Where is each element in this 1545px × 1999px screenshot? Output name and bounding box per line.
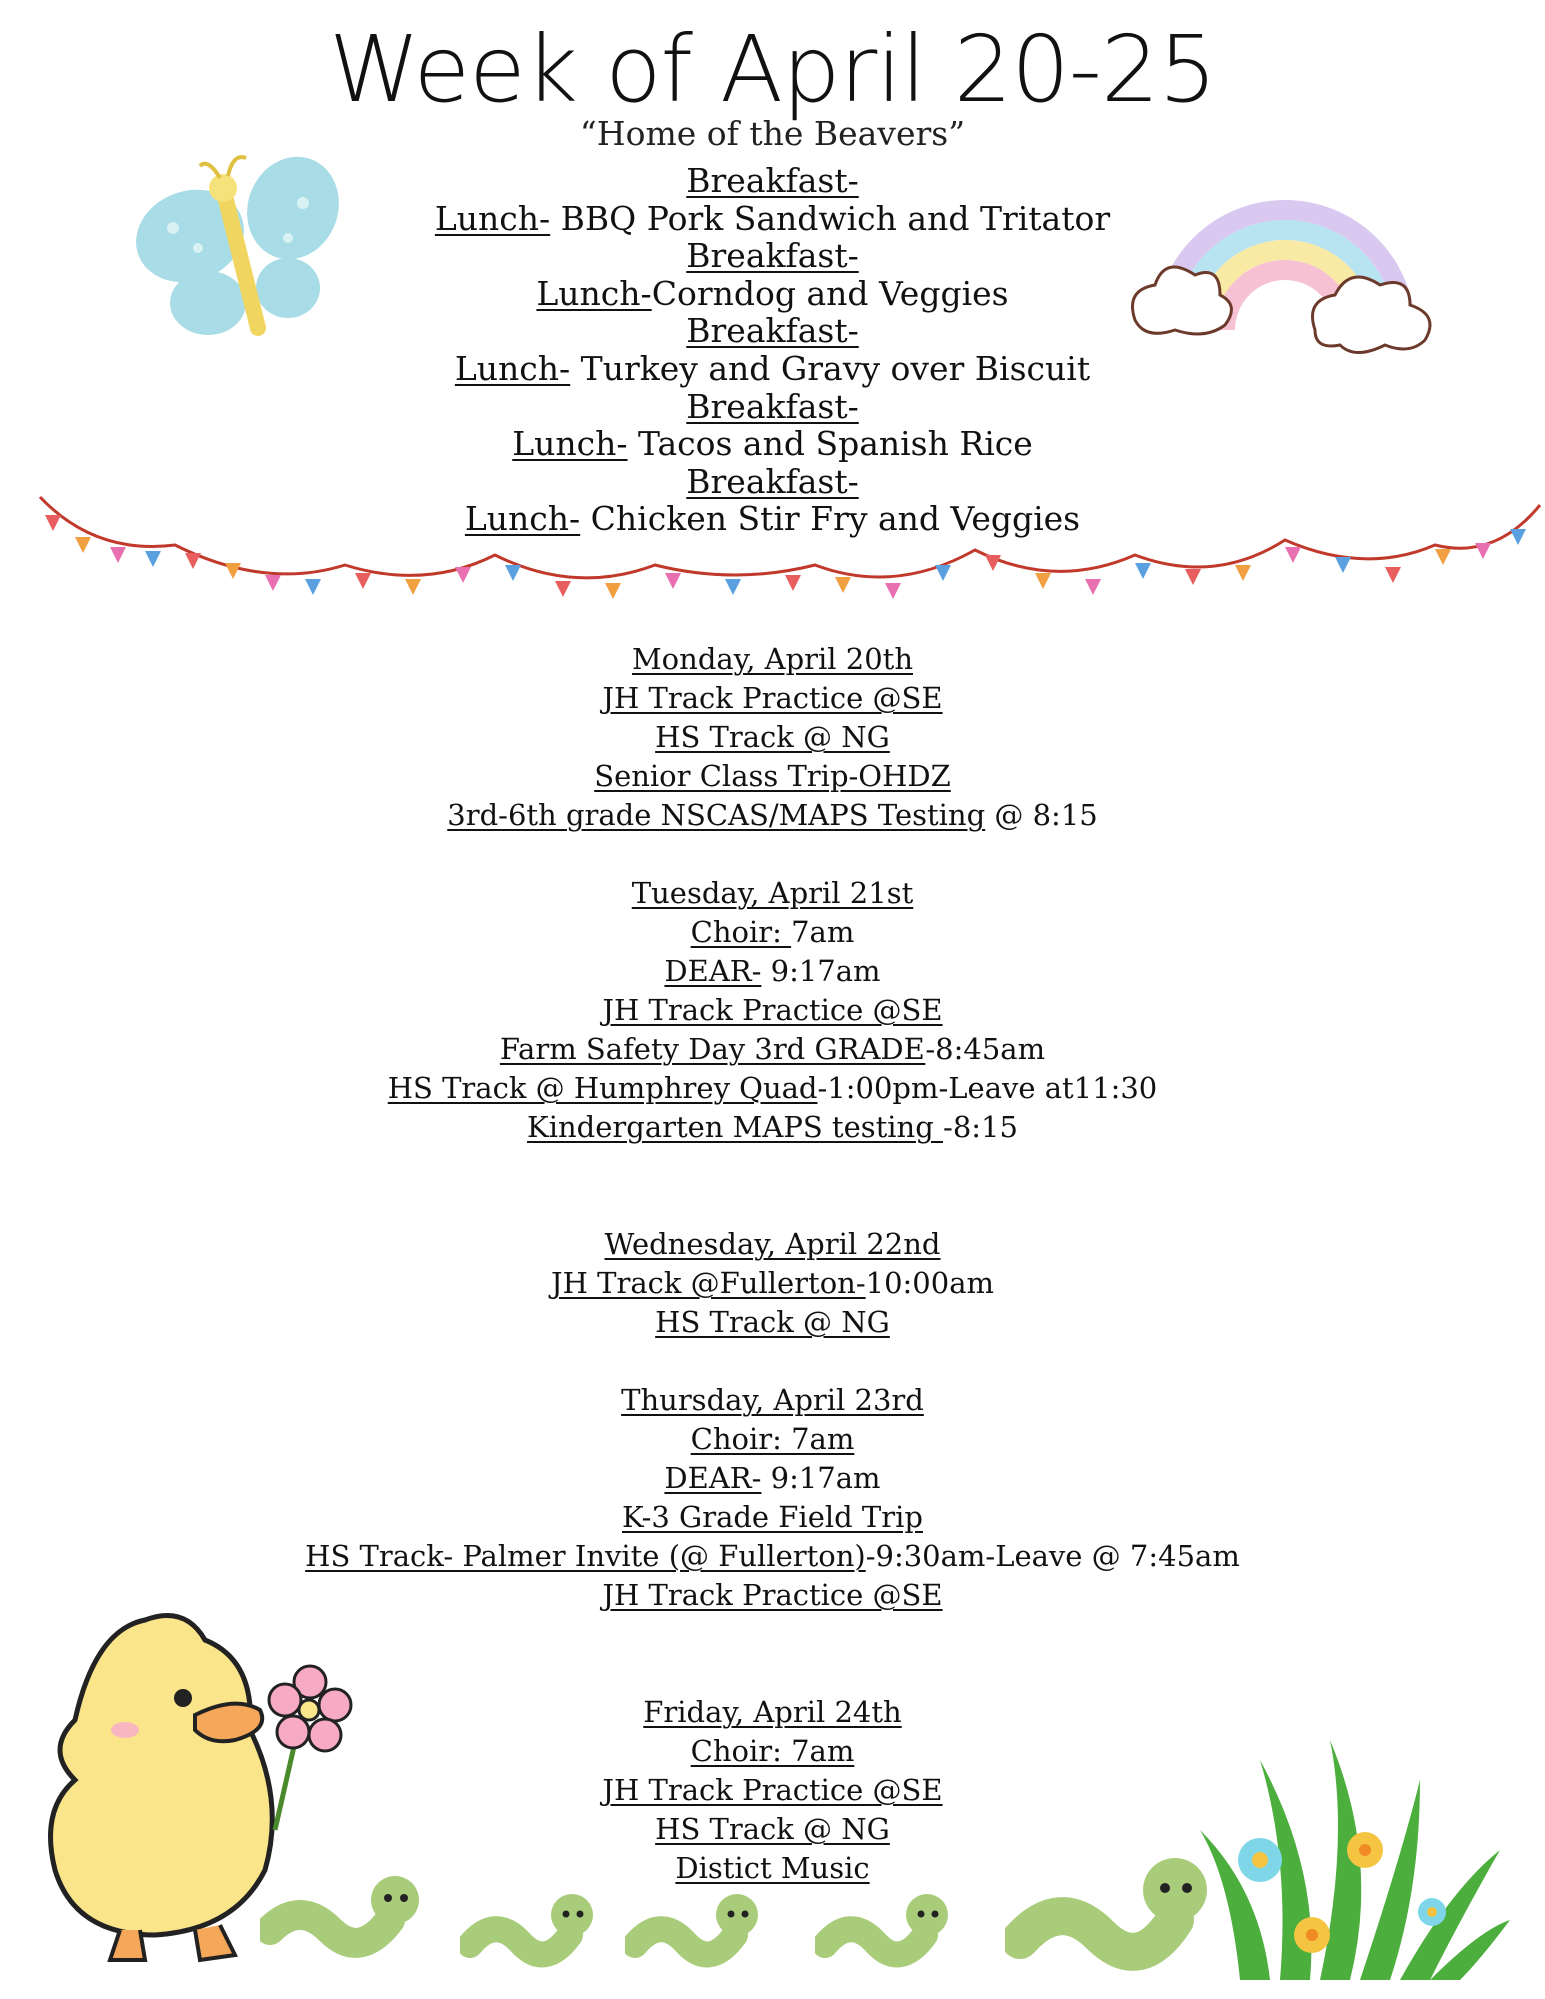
lunch-item: Tacos and Spanish Rice: [627, 424, 1033, 464]
schedule-item: [0, 1030, 1545, 1069]
menu-breakfast: [0, 237, 1545, 275]
schedule-item-time: -8:45am: [925, 1032, 1046, 1066]
schedule-item-label: DEAR-: [664, 954, 762, 988]
schedule-item: Choir: 7am: [690, 1422, 855, 1456]
schedule-item: JH Track Practice @SE: [602, 1773, 943, 1807]
schedule-item: Choir: 7am: [690, 1734, 855, 1768]
schedule-item-label: JH Track @Fullerton-: [551, 1266, 866, 1300]
breakfast-label: Breakfast-: [686, 461, 859, 501]
schedule-item-time: 10:00am: [865, 1266, 994, 1300]
day-heading-monday: Monday, April 20th: [631, 642, 914, 676]
schedule-item-time: 7am: [791, 915, 855, 949]
menu-lunch: [0, 500, 1545, 538]
schedule-item-label: HS Track @ Humphrey Quad: [387, 1071, 818, 1105]
breakfast-label: Breakfast-: [686, 236, 859, 276]
schedule-item-label: Choir:: [690, 915, 792, 949]
caterpillar-icon: [460, 1880, 600, 1975]
menu-breakfast: [0, 162, 1545, 200]
lunch-menu: [0, 162, 1545, 538]
menu-breakfast: [0, 463, 1545, 501]
schedule-item: K-3 Grade Field Trip: [622, 1500, 923, 1534]
schedule-item: [0, 913, 1545, 952]
schedule-item: Distict Music: [675, 1851, 870, 1885]
schedule-item-label: 3rd-6th grade NSCAS/MAPS Testing: [447, 798, 986, 832]
schedule-item: [0, 1108, 1545, 1147]
menu-breakfast: [0, 312, 1545, 350]
schedule-item: [0, 796, 1545, 835]
schedule-item-time: 9:17am: [761, 1461, 881, 1495]
schedule-item: JH Track Practice @SE: [602, 681, 943, 715]
schedule-item: HS Track @ NG: [655, 720, 890, 754]
schedule-item: JH Track Practice @SE: [602, 1578, 943, 1612]
lunch-item: Corndog and Veggies: [651, 273, 1009, 313]
weekly-schedule: [0, 640, 1545, 1888]
lunch-item: Chicken Stir Fry and Veggies: [580, 499, 1081, 539]
lunch-label: Lunch-: [454, 348, 571, 388]
day-heading-wednesday: Wednesday, April 22nd: [604, 1227, 941, 1261]
day-heading-tuesday: Tuesday, April 21st: [631, 876, 914, 910]
menu-lunch: [0, 200, 1545, 238]
schedule-item-time: -1:00pm-Leave at11:30: [817, 1071, 1158, 1105]
schedule-item-time: -8:15: [943, 1110, 1018, 1144]
menu-breakfast: [0, 388, 1545, 426]
menu-lunch: [0, 425, 1545, 463]
schedule-item-time: @ 8:15: [985, 798, 1098, 832]
lunch-label: Lunch-: [512, 424, 628, 464]
caterpillar-icon: [625, 1880, 765, 1975]
schedule-item: [0, 1459, 1545, 1498]
schedule-item-time: 9:17am: [761, 954, 881, 988]
schedule-item-label: DEAR-: [664, 1461, 762, 1495]
lunch-label: Lunch-: [464, 499, 581, 539]
schedule-item: Senior Class Trip-OHDZ: [594, 759, 951, 793]
schedule-item-label: Farm Safety Day 3rd GRADE: [499, 1032, 926, 1066]
schedule-item: [0, 1264, 1545, 1303]
schedule-item-label: HS Track- Palmer Invite (@ Fullerton): [305, 1539, 866, 1573]
schedule-item: JH Track Practice @SE: [602, 993, 943, 1027]
caterpillar-icon: [815, 1880, 955, 1975]
schedule-item: [0, 1537, 1545, 1576]
menu-lunch: [0, 350, 1545, 388]
breakfast-label: Breakfast-: [686, 161, 859, 200]
page-title: Week of April 20-25: [328, 16, 1217, 123]
page-subtitle: “Home of the Beavers”: [579, 114, 966, 153]
schedule-item: [0, 952, 1545, 991]
lunch-item: Turkey and Gravy over Biscuit: [570, 348, 1091, 388]
schedule-item: HS Track @ NG: [655, 1305, 890, 1339]
schedule-item: HS Track @ NG: [655, 1812, 890, 1846]
menu-lunch: [0, 275, 1545, 313]
lunch-label: Lunch-: [536, 273, 652, 313]
schedule-item-time: -9:30am-Leave @ 7:45am: [865, 1539, 1240, 1573]
schedule-item-label: Kindergarten MAPS testing: [527, 1110, 944, 1144]
day-heading-thursday: Thursday, April 23rd: [621, 1383, 924, 1417]
breakfast-label: Breakfast-: [686, 311, 859, 351]
lunch-label: Lunch-: [434, 198, 551, 238]
breakfast-label: Breakfast-: [686, 386, 859, 426]
day-heading-friday: Friday, April 24th: [643, 1695, 902, 1729]
lunch-item: BBQ Pork Sandwich and Tritator: [550, 198, 1111, 238]
schedule-item: [0, 1069, 1545, 1108]
